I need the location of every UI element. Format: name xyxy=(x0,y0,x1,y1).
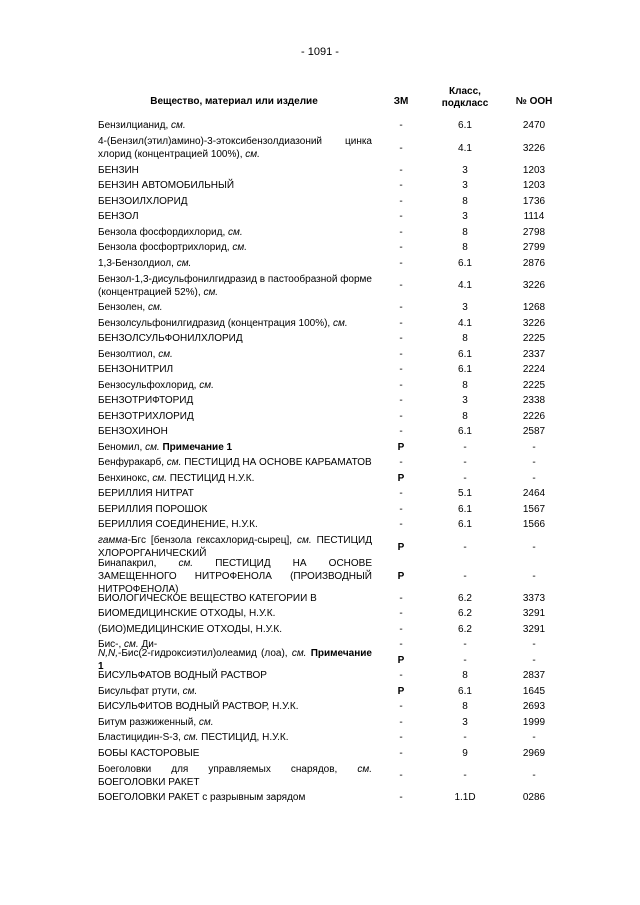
substance-name: БИСУЛЬФАТОВ ВОДНЫЙ РАСТВОР xyxy=(98,670,267,682)
zm-value: - xyxy=(399,302,403,314)
zm-value: P xyxy=(397,685,405,697)
table-row xyxy=(0,648,640,673)
substance-name: БОБЫ КАСТОРОВЫЕ xyxy=(98,747,200,759)
substance-name: БЕНЗОТРИХЛОРИД xyxy=(98,410,194,422)
zm-value: - xyxy=(399,639,403,651)
class-value: 8 xyxy=(462,379,468,391)
class-value: 8 xyxy=(462,333,468,345)
un-number: 2337 xyxy=(522,348,546,360)
zm-value: P xyxy=(397,441,405,453)
un-number: 0286 xyxy=(522,792,546,804)
substance-name: Бис-, см. Ди- xyxy=(98,639,158,651)
class-value: 6.2 xyxy=(458,623,472,635)
table-row xyxy=(0,331,640,347)
zm-value: - xyxy=(399,211,403,223)
zm-value: P xyxy=(397,654,405,666)
class-value: 6.1 xyxy=(458,120,472,132)
zm-value: - xyxy=(399,608,403,620)
table-row xyxy=(0,622,640,638)
substance-name: БЕРИЛЛИЯ НИТРАТ xyxy=(98,488,194,500)
zm-value: - xyxy=(399,364,403,376)
class-value: 9 xyxy=(462,747,468,759)
table-row xyxy=(0,715,640,731)
substance-name: БЕНЗОИЛХЛОРИД xyxy=(98,195,188,207)
zm-value: - xyxy=(399,792,403,804)
class-value: - xyxy=(463,541,467,553)
header-un-number: № ООН xyxy=(515,96,553,107)
class-value: 3 xyxy=(462,211,468,223)
table-row xyxy=(0,517,640,533)
substance-name: БИОМЕДИЦИНСКИЕ ОТХОДЫ, Н.У.К. xyxy=(98,608,276,620)
class-value: 4.1 xyxy=(458,317,472,329)
un-number: 2470 xyxy=(522,120,546,132)
substance-name: БЕРИЛЛИЯ СОЕДИНЕНИЕ, Н.У.К. xyxy=(98,519,258,531)
class-value: 3 xyxy=(462,180,468,192)
table-row xyxy=(0,557,640,595)
zm-value: - xyxy=(399,280,403,291)
un-number: 2338 xyxy=(522,395,546,407)
substance-name: БЕНЗИН АВТОМОБИЛЬНЫЙ xyxy=(98,180,235,192)
zm-value: - xyxy=(399,180,403,192)
class-value: 6.1 xyxy=(458,257,472,269)
table-row xyxy=(0,225,640,241)
un-number: 1736 xyxy=(522,195,546,207)
un-number: 3226 xyxy=(522,280,546,291)
table-row xyxy=(0,699,640,715)
un-number: 1999 xyxy=(522,716,546,728)
substance-name: БИСУЛЬФИТОВ ВОДНЫЙ РАСТВОР, Н.У.К. xyxy=(98,701,299,713)
header-substance: Вещество, материал или изделие xyxy=(150,96,318,107)
substance-name: Битум разжиженный, см. xyxy=(98,716,214,728)
un-number: 3373 xyxy=(522,592,546,604)
un-number: 1268 xyxy=(522,302,546,314)
substance-name: 4-(Бензил(этил)амино)-3-этоксибензолдиазоний цинка хлорид (концентрацией 100%), см. xyxy=(98,136,372,160)
class-value: 6.2 xyxy=(458,608,472,620)
table-row xyxy=(0,300,640,316)
table-row xyxy=(0,209,640,225)
substance-name: 1,3-Бензолдиол, см. xyxy=(98,257,192,269)
substance-name: Бензола фосфортрихлорид, см. xyxy=(98,242,247,254)
zm-value: P xyxy=(397,472,405,484)
class-value: 6.1 xyxy=(458,685,472,697)
zm-value: - xyxy=(399,410,403,422)
un-number: - xyxy=(532,732,536,744)
zm-value: - xyxy=(399,488,403,500)
class-value: 5.1 xyxy=(458,488,472,500)
table-row xyxy=(0,440,640,456)
table-row xyxy=(0,163,640,179)
class-value: 1.1D xyxy=(454,792,476,804)
table-row xyxy=(0,271,640,300)
un-number: 2799 xyxy=(522,242,546,254)
table-header xyxy=(0,86,640,116)
zm-value: - xyxy=(399,770,403,781)
substance-name: БЕНЗОЛ xyxy=(98,211,139,223)
zm-value: - xyxy=(399,257,403,269)
table-row xyxy=(0,606,640,622)
class-value: - xyxy=(463,770,467,781)
table-row xyxy=(0,668,640,684)
class-value: - xyxy=(463,732,467,744)
zm-value: - xyxy=(399,195,403,207)
class-value: 3 xyxy=(462,716,468,728)
zm-value: P xyxy=(397,570,405,582)
table-row xyxy=(0,378,640,394)
zm-value: - xyxy=(399,503,403,515)
substance-name: Беномил, см. Примечание 1 xyxy=(98,441,233,453)
table-row xyxy=(0,684,640,700)
un-number: 2225 xyxy=(522,379,546,391)
un-number: 2876 xyxy=(522,257,546,269)
zm-value: - xyxy=(399,623,403,635)
substance-name: БЕНЗОНИТРИЛ xyxy=(98,364,174,376)
un-number: 3226 xyxy=(522,317,546,329)
table-row xyxy=(0,471,640,487)
zm-value: - xyxy=(399,395,403,407)
zm-value: - xyxy=(399,164,403,176)
zm-value: - xyxy=(399,716,403,728)
zm-value: - xyxy=(399,379,403,391)
un-number: - xyxy=(532,441,536,453)
table-row xyxy=(0,393,640,409)
table-row xyxy=(0,256,640,272)
class-value: 8 xyxy=(462,242,468,254)
header-class: Класс, подкласс xyxy=(441,86,489,109)
substance-name: Бензолен, см. xyxy=(98,302,163,314)
un-number: 1114 xyxy=(523,211,545,223)
un-number: 1566 xyxy=(522,519,546,531)
zm-value: - xyxy=(399,457,403,469)
un-number: 2587 xyxy=(522,426,546,438)
page-number: - 1091 - xyxy=(301,46,339,58)
zm-value: - xyxy=(399,120,403,132)
un-number: - xyxy=(532,457,536,469)
zm-value: - xyxy=(399,333,403,345)
substance-name: БОЕГОЛОВКИ РАКЕТ с разрывным зарядом xyxy=(98,792,306,804)
table-row xyxy=(0,316,640,332)
zm-value: - xyxy=(399,701,403,713)
substance-name: БЕНЗОЛСУЛЬФОНИЛХЛОРИД xyxy=(98,333,243,345)
table-row xyxy=(0,178,640,194)
table-body xyxy=(0,118,640,806)
class-value: - xyxy=(463,654,467,666)
un-number: 2226 xyxy=(522,410,546,422)
un-number: 1645 xyxy=(522,685,546,697)
un-number: 2224 xyxy=(522,364,546,376)
un-number: - xyxy=(532,639,536,651)
zm-value: - xyxy=(399,426,403,438)
class-value: 6.1 xyxy=(458,519,472,531)
un-number: 2837 xyxy=(522,670,546,682)
substance-name: N,N,-Бис(2-гидроксиэтил)олеамид (лоа), см. Примечание 1 xyxy=(98,648,372,673)
substance-name: БЕНЗОХИНОН xyxy=(98,426,168,438)
table-row xyxy=(0,746,640,762)
un-number: 1203 xyxy=(522,180,546,192)
zm-value: - xyxy=(399,317,403,329)
un-number: - xyxy=(532,541,536,553)
table-row xyxy=(0,486,640,502)
un-number: - xyxy=(532,570,536,582)
un-number: 3291 xyxy=(522,623,546,635)
table-row xyxy=(0,194,640,210)
class-value: 6.1 xyxy=(458,364,472,376)
substance-name: Бензолсульфонилгидразид (концентрация 100%), см. xyxy=(98,317,348,329)
un-number: 2969 xyxy=(522,747,546,759)
class-value: - xyxy=(463,457,467,469)
class-value: 8 xyxy=(462,195,468,207)
substance-name: БЕРИЛЛИЯ ПОРОШОК xyxy=(98,503,208,515)
class-value: 6.1 xyxy=(458,503,472,515)
zm-value: - xyxy=(399,226,403,238)
substance-name: Бинапакрил, см. ПЕСТИЦИД НА ОСНОВЕ ЗАМЕЩЕННОГО НИТРОФЕНОЛА (ПРОИЗВОДНЫЙ НИТРОФЕНОЛА) xyxy=(98,557,373,595)
table-row xyxy=(0,424,640,440)
header-zm: ЗМ xyxy=(393,96,409,107)
substance-name: Бензосульфохлорид, см. xyxy=(98,379,214,391)
table-row xyxy=(0,730,640,746)
substance-name: Бензилцианид, см. xyxy=(98,120,186,132)
class-value: 6.1 xyxy=(458,426,472,438)
table-row xyxy=(0,761,640,790)
un-number: 2693 xyxy=(522,701,546,713)
un-number: 2464 xyxy=(522,488,546,500)
table-row xyxy=(0,240,640,256)
substance-name: Бензола фосфордихлорид, см. xyxy=(98,226,243,238)
zm-value: - xyxy=(399,732,403,744)
class-value: - xyxy=(463,639,467,651)
table-row xyxy=(0,118,640,134)
class-value: 3 xyxy=(462,302,468,314)
zm-value: - xyxy=(399,519,403,531)
substance-name: Бенхинокс, см. ПЕСТИЦИД Н.У.К. xyxy=(98,472,255,484)
un-number: 1567 xyxy=(522,503,546,515)
class-value: 4.1 xyxy=(458,142,472,154)
class-value: 6.2 xyxy=(458,592,472,604)
class-value: 3 xyxy=(462,395,468,407)
table-row xyxy=(0,409,640,425)
table-row xyxy=(0,502,640,518)
substance-name: Бластицидин-S-3, см. ПЕСТИЦИД, Н.У.К. xyxy=(98,732,289,744)
class-value: 8 xyxy=(462,701,468,713)
table-row xyxy=(0,591,640,607)
zm-value: - xyxy=(399,670,403,682)
table-row xyxy=(0,134,640,163)
substance-name: Бисульфат ртути, см. xyxy=(98,685,198,697)
substance-name: Бензол-1,3-дисульфонилгидразид в пастообразной форме (концентрацией 52%), см. xyxy=(98,273,372,298)
substance-name: (БИО)МЕДИЦИНСКИЕ ОТХОДЫ, Н.У.К. xyxy=(98,623,283,635)
zm-value: - xyxy=(399,592,403,604)
substance-name: БЕНЗОТРИФТОРИД xyxy=(98,395,194,407)
table-row xyxy=(0,362,640,378)
un-number: 3226 xyxy=(522,142,546,154)
substance-name: БИОЛОГИЧЕСКОЕ ВЕЩЕСТВО КАТЕГОРИИ B xyxy=(98,592,317,604)
table-row xyxy=(0,455,640,471)
zm-value: - xyxy=(399,242,403,254)
substance-name: БЕНЗИН xyxy=(98,164,139,176)
substance-name: Бенфуракарб, см. ПЕСТИЦИД НА ОСНОВЕ КАРБАМАТОВ xyxy=(98,457,372,469)
class-value: 8 xyxy=(462,670,468,682)
zm-value: - xyxy=(399,348,403,360)
class-value: 3 xyxy=(462,164,468,176)
un-number: 2225 xyxy=(522,333,546,345)
table-row xyxy=(0,790,640,806)
class-value: - xyxy=(463,570,467,582)
class-value: 6.1 xyxy=(458,348,472,360)
un-number: 1203 xyxy=(522,164,546,176)
un-number: 2798 xyxy=(522,226,546,238)
zm-value: - xyxy=(399,747,403,759)
un-number: - xyxy=(532,770,536,781)
class-value: 8 xyxy=(462,226,468,238)
table-row xyxy=(0,347,640,363)
zm-value: - xyxy=(399,142,403,154)
class-value: - xyxy=(463,472,467,484)
substance-name: гамма-Бгс [бензола гексахлорид-сырец], см. ПЕСТИЦИД ХЛОРОРГАНИЧЕСКИЙ xyxy=(98,535,372,559)
un-number: - xyxy=(532,654,536,666)
un-number: - xyxy=(532,472,536,484)
un-number: 3291 xyxy=(522,608,546,620)
substance-name: Боеголовки для управляемых снарядов, см. БОЕГОЛОВКИ РАКЕТ xyxy=(98,763,372,788)
class-value: 8 xyxy=(462,410,468,422)
class-value: - xyxy=(463,441,467,453)
class-value: 4.1 xyxy=(458,280,472,291)
zm-value: P xyxy=(397,541,405,553)
substance-name: Бензолтиол, см. xyxy=(98,348,173,360)
